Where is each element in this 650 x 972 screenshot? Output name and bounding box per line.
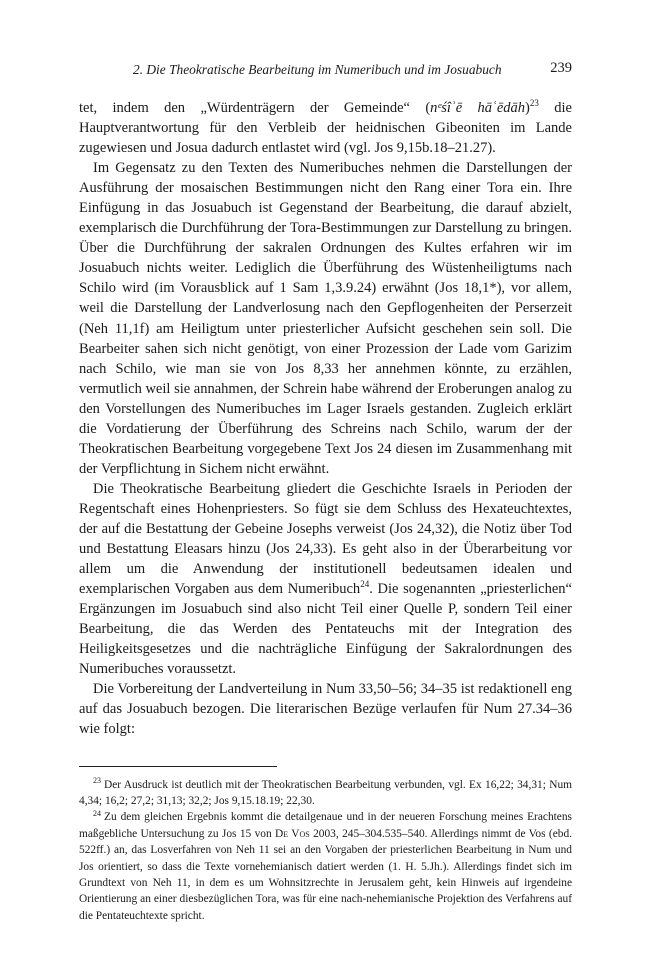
- footnote-24: [79, 809, 572, 924]
- paragraph-2: Im Gegensatz zu den Texten des Numeribuches nehmen die Darstellungen der Ausführung der mosaischen Bestimmungen nicht den Rang einer Tora ein. Ihre Einfügung in das Josuabuch ist Gegenstand der Bearbeitung, die darauf abzielt, exemplarisch die Durchführung der Tora-Bestimmungen zur Darstellung zu bringen. Über die Durchführung der sakralen Ordnungen des Kultes erfahren wir im Josuabuch nichts weiter. Lediglich die Überführung des Wüstenheiligtums nach Schilo wird (im Vorausblick auf 1 Sam 1,3.9.24) erwähnt (Jos 18,1*), vor allem, weil die Darstellung der Landverlosung nach den Gepflogenheiten der Perserzeit (Neh 11,1f) am Heiligtum unter priesterlicher Aufsicht geschehen sein soll. Die Bearbeiter sahen sich nicht genötigt, von einer Prozession der Lade vom Garizim nach Schilo, wie man sie von Jos 8,33 her annehmen könnte, zu erzählen, vermutlich weil sie annahmen, der Schrein habe während der Eroberungen analog zu den Vorstellungen des Numeribuches im Lager Israels gestanden. Zugleich erklärt die Vordatierung der Überführung des Schreins nach Schilo, warum der der Theokratischen Bearbeitung vorgegebene Text Jos 24 diesen im Zusammenhang mit der Verpflichtung in Sichem nicht erwähnt.: [79, 160, 572, 477]
- footnotes: [79, 777, 572, 925]
- running-title: 2. Die Theokratische Bearbeitung im Numeribuch und im Josuabuch: [133, 62, 502, 77]
- transliteration: nᵉśîʾē hāʿēdāh: [430, 100, 526, 116]
- paragraph-1-text-a: tet, indem den „Würdenträgern der Gemeinde“ (: [79, 100, 431, 116]
- book-page: [79, 56, 572, 924]
- body-text: [79, 98, 572, 740]
- footnote-24-mark: 24: [93, 808, 101, 818]
- footnote-divider: [79, 766, 277, 767]
- paragraph-3-text-a: Die Theokratische Bearbeitung gliedert die Geschichte Israels in Perioden der Regentschaft eines Hohenpriesters. So fügt sie dem Schluss des Hexateuchtextes, der auf die Bestattung der Gebeine Josephs verweist (Jos 24,32), die Notiz über Tod und Bestattung Eleasars hinzu (Jos 24,33). Es geht also in der Überarbeitung vor allem um die Anwendung der institutionell bedeutsamen idealen und exemplarischen Vorgaben aus dem Numeribuch: [79, 480, 572, 598]
- footnote-ref-23: 23: [529, 98, 539, 109]
- paragraph-4: Die Vorbereitung der Landverteilung in Num 33,50–56; 34–35 ist redaktionell eng auf das Josuabuch bezogen. Die literarischen Bezüge verlaufen für Num 27.34–36 wie folgt:: [79, 681, 572, 738]
- footnote-24-text-b: 2003, 245–304.535–540. Allerdings nimmt de Vos (ebd. 522ff.) an, das Losverfahren von Neh 11 sei an den Vorgaben der priesterlichen Bearbeitung in Num und Jos orientiert, so dass die Texte vornehemianisch datiert werden (1. H. 5.Jh.). Allerdings findet sich im Grundtext von Neh 11, in dem es um Wohnsitzrechte in Jerusalem geht, kein Hinweis auf irgendeine Orientierung an einer diesbezüglichen Tora, was für eine nach-nehemianische Projektion des Verfahrens auf die Pentateuchtexte spricht.: [79, 827, 572, 922]
- paragraph-3: [79, 479, 572, 679]
- paragraph-1-text-c: die Hauptverantwortung für den Verbleib der heidnischen Gibeoniten im Lande zugewiesen und Josua dadurch entlastet wird (vgl. Jos 9,15b.18–21.27).: [79, 100, 572, 157]
- footnote-23-mark: 23: [93, 775, 101, 785]
- footnote-24-author: De Vos: [275, 827, 310, 840]
- paragraph-1: [79, 98, 572, 158]
- paragraph-3-text-b: . Die sogenannten „priesterlichen“ Ergänzungen im Josuabuch sind also nicht Teil einer Quelle P, sondern Teil einer Bearbeitung, die das Werden des Pentateuchs mit der Integration des Heiligkeitsgesetzes und die nachträgliche Einfügung der Sakralordnungen des Numeribuches voraussetzt.: [79, 581, 572, 678]
- paragraph-1-text-b: ): [525, 100, 530, 116]
- footnote-ref-24: 24: [360, 579, 370, 590]
- footnote-24-text-a: Zu dem gleichen Ergebnis kommt die detailgenaue und in der neueren Forschung meines Erachtens maßgebliche Untersuchung zu Jos 15 von: [79, 811, 572, 840]
- running-head: [79, 56, 572, 82]
- footnote-23-text: Der Ausdruck ist deutlich mit der Theokratischen Bearbeitung verbunden, vgl. Ex 16,22; 34,31; Num 4,34; 16,2; 27,2; 31,13; 32,2; Jos 9,15.18.19; 22,30.: [79, 778, 572, 807]
- page-number: 239: [550, 60, 572, 76]
- footnote-23: [79, 777, 572, 810]
